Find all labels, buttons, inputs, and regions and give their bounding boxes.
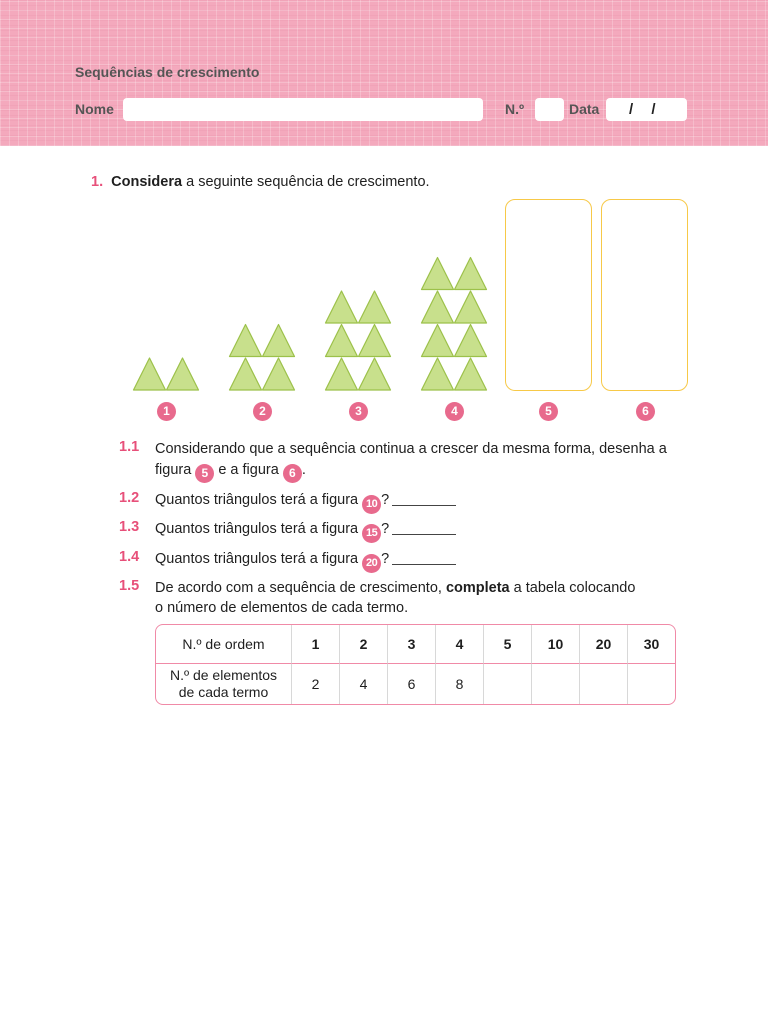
question-1-2-text: Quantos triângulos terá a figura <box>155 492 359 508</box>
ordem-cell: 30 <box>627 625 675 664</box>
question-1-3-number: 1.3 <box>119 519 140 535</box>
figure-4-triangle <box>422 358 454 390</box>
nome-label: Nome <box>75 101 114 117</box>
answer-1-4-blank[interactable] <box>392 550 456 565</box>
figure-5-badge: 5 <box>195 464 214 483</box>
question-1-5-line1 <box>155 578 635 598</box>
question-1-3-text: Quantos triângulos terá a figura <box>155 521 359 537</box>
elementos-answer-cell[interactable] <box>483 664 531 704</box>
question-1-1-line1: Considerando que a sequência continua a crescer da mesma forma, desenha a <box>155 441 667 457</box>
table-row-ordem <box>156 625 675 664</box>
figure-3-triangle <box>359 358 391 390</box>
figure-3-triangle <box>359 325 391 357</box>
elementos-cell: 2 <box>291 664 339 704</box>
figure-2-triangle <box>230 358 262 390</box>
data-label: Data <box>569 101 600 117</box>
numero-label: N.º <box>505 101 525 117</box>
question-1-5-line2: o número de elementos de cada termo. <box>155 600 409 616</box>
elementos-answer-cell[interactable] <box>531 664 579 704</box>
figure-4-triangle <box>455 291 487 323</box>
table-row-elementos <box>156 664 675 704</box>
figure-3-triangle <box>326 291 358 323</box>
ordem-cell: 4 <box>435 625 483 664</box>
ordem-cell: 20 <box>579 625 627 664</box>
exercise-text: a seguinte sequência de crescimento. <box>186 174 430 190</box>
elementos-cell: 4 <box>339 664 387 704</box>
elementos-header <box>156 664 291 704</box>
figure-3-triangle <box>326 358 358 390</box>
figure-2-triangle <box>230 325 262 357</box>
question-mark: ? <box>381 551 390 567</box>
figure-10-badge: 10 <box>362 495 381 514</box>
figure-label-6: 6 <box>636 402 655 421</box>
question-1-4-number: 1.4 <box>119 549 140 565</box>
question-1-5-pre: De acordo com a sequência de crescimento, <box>155 580 442 596</box>
exercise-verb: Considera <box>111 174 183 190</box>
figure-2-triangle <box>263 358 295 390</box>
question-1-4-text: Quantos triângulos terá a figura <box>155 551 359 567</box>
sequence-table <box>155 624 676 705</box>
figure-6-drawing-box[interactable] <box>601 199 688 391</box>
question-1-2-number: 1.2 <box>119 490 140 506</box>
figure-3-triangle <box>326 325 358 357</box>
figure-label-5: 5 <box>539 402 558 421</box>
figure-5-drawing-box[interactable] <box>505 199 592 391</box>
question-1-5-verb: completa <box>445 580 510 596</box>
figure-3-triangle <box>359 291 391 323</box>
elementos-header-line2: de cada termo <box>178 684 269 700</box>
question-1-3 <box>155 519 456 543</box>
answer-1-3-blank[interactable] <box>392 520 456 535</box>
question-1-1-line2 <box>155 460 306 483</box>
figure-15-badge: 15 <box>362 524 381 543</box>
exercise-number: 1. <box>91 174 104 190</box>
elementos-cell: 8 <box>435 664 483 704</box>
question-mark: ? <box>381 492 390 508</box>
figure-4-triangle <box>422 291 454 323</box>
ordem-cell: 5 <box>483 625 531 664</box>
elementos-answer-cell[interactable] <box>627 664 675 704</box>
question-1-4 <box>155 549 456 573</box>
date-separators: / / <box>629 101 656 118</box>
elementos-cell: 6 <box>387 664 435 704</box>
question-1-1-end: . <box>301 462 306 478</box>
figure-20-badge: 20 <box>362 554 381 573</box>
figure-label-1: 1 <box>157 402 176 421</box>
question-1-1-mid: e a figura <box>218 462 279 478</box>
elementos-header-line1: N.º de elementos <box>169 667 278 683</box>
question-mark: ? <box>381 521 390 537</box>
ordem-cell: 3 <box>387 625 435 664</box>
figure-4-triangle <box>455 258 487 290</box>
figure-4-triangle <box>455 358 487 390</box>
question-1-1-pre: figura <box>155 462 192 478</box>
ordem-header: N.º de ordem <box>156 625 291 664</box>
figure-label-4: 4 <box>445 402 464 421</box>
question-1-2 <box>155 490 456 514</box>
question-1-5-number: 1.5 <box>119 578 140 594</box>
elementos-answer-cell[interactable] <box>579 664 627 704</box>
figure-label-2: 2 <box>253 402 272 421</box>
ordem-cell: 2 <box>339 625 387 664</box>
figure-1-triangle <box>167 358 199 390</box>
figure-4-triangle <box>455 325 487 357</box>
figure-label-3: 3 <box>349 402 368 421</box>
question-1-5-post: a tabela colocando <box>513 580 636 596</box>
question-1-1-number: 1.1 <box>119 439 140 455</box>
figure-4-triangle <box>422 258 454 290</box>
ordem-cell: 10 <box>531 625 579 664</box>
figure-2-triangle <box>263 325 295 357</box>
worksheet-title: Sequências de crescimento <box>75 64 260 80</box>
figure-4-triangle <box>422 325 454 357</box>
figure-1-triangle <box>134 358 166 390</box>
ordem-cell: 1 <box>291 625 339 664</box>
figure-6-badge: 6 <box>283 464 302 483</box>
answer-1-2-blank[interactable] <box>392 491 456 506</box>
